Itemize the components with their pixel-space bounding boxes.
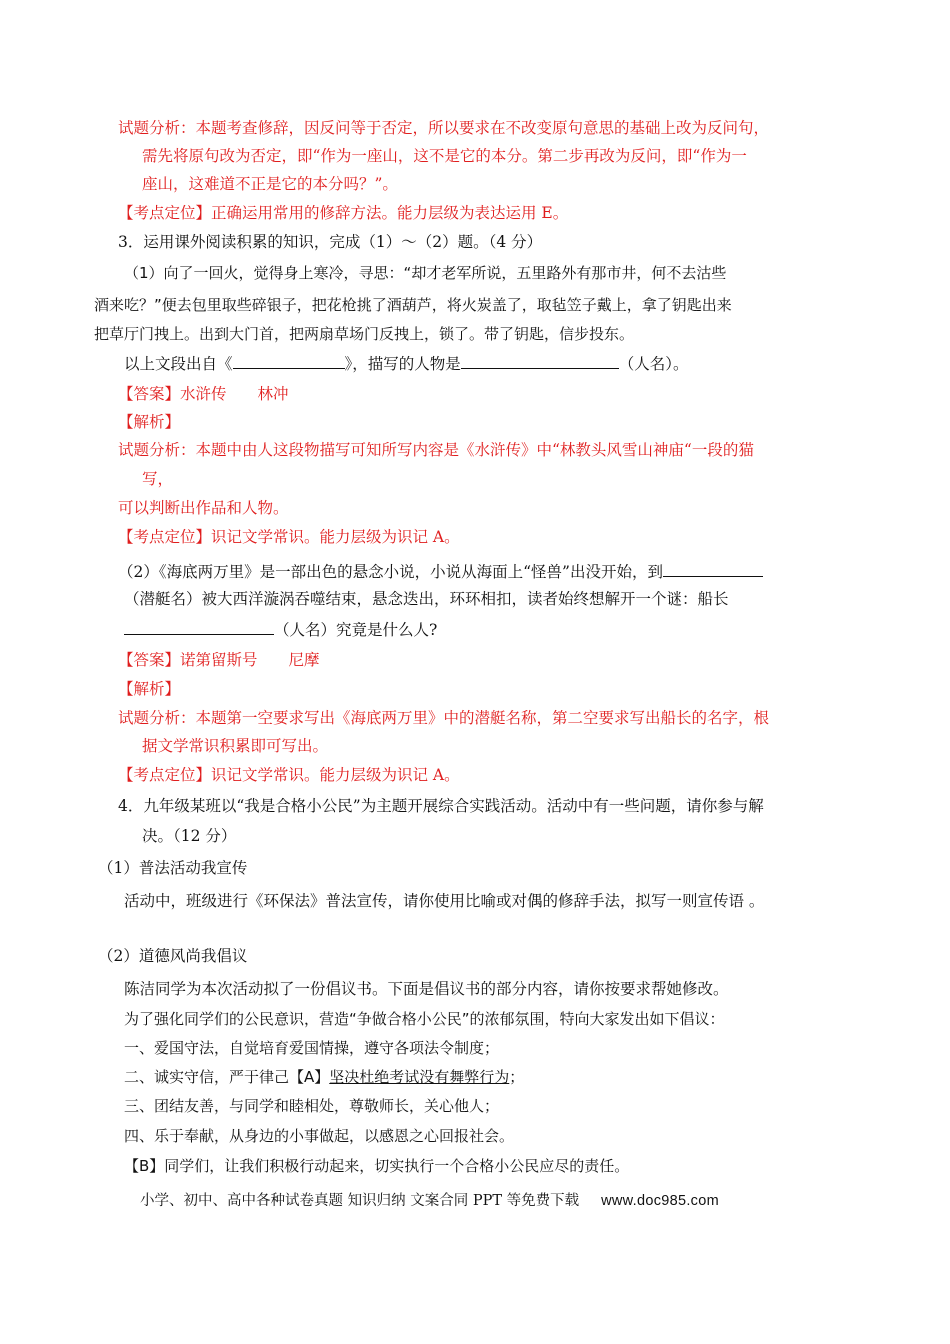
analysis-line: 试题分析：本题考查修辞，因反问等于否定，所以要求在不改变原句意思的基础上改为反问句， [118,119,770,137]
sub-text: （2）《海底两万里》是一部出色的悬念小说，小说从海面上“怪兽”出没开始，到 [118,563,663,581]
question-sub [118,560,763,582]
kaodian-line: 【考点定位】识记文学常识。能力层级为识记 A。 [118,766,460,784]
question-stem: 3．运用课外阅读积累的知识，完成（1）～（2）题。（4 分） [118,233,543,251]
answer-line: 【答案】水浒传 林冲 [118,385,289,403]
letter-line: 【B】同学们，让我们积极行动起来，切实执行一个合格小公民应尽的责任。 [124,1157,630,1175]
question-sub [124,618,437,640]
analysis-line: 座山，这难道不正是它的本分吗？”。 [142,175,398,193]
jiexi-label: 【解析】 [118,680,181,698]
analysis-line: 需先将原句改为否定，即“作为一座山，这不是它的本分。第二步再改为反问，即“作为一 [142,147,747,165]
kaodian-line: 【考点定位】正确运用常用的修辞方法。能力层级为表达运用 E。 [118,204,569,222]
letter-text: ； [509,1068,525,1086]
letter-line: 为了强化同学们的公民意识，营造“争做合格小公民”的浓郁氛围，特向大家发出如下倡议： [124,1010,725,1028]
jiexi-label: 【解析】 [118,413,181,431]
fill-text: （人名）。 [618,355,689,373]
fill-text: 以上文段出自《 [124,355,233,373]
footer [140,1191,719,1211]
analysis-line: 试题分析：本题中由人这段物描写可知所写内容是《水浒传》中“林教头风雪山神庙“一段的猫 [118,441,754,459]
underlined-sentence-a: 坚决杜绝考试没有舞弊行为 [329,1068,510,1086]
letter-line: 三、团结友善，与同学和睦相处，尊敬师长，关心他人； [124,1097,500,1115]
passage-line: 把草厅门拽上。出到大门首，把两扇草场门反拽上，锁了。带了钥匙，信步投东。 [94,325,635,343]
letter-text: 二、诚实守信，严于律己【A】 [124,1068,330,1086]
letter-line: 四、乐于奉献，从身边的小事做起，以感恩之心回报社会。 [124,1127,515,1145]
sub-question-text: 陈洁同学为本次活动拟了一份倡议书。下面是倡议书的部分内容，请你按要求帮她修改。 [124,980,729,998]
question-sub: （潜艇名）被大西洋漩涡吞噬结束，悬念迭出，环环相扣，读者始终想解开一个谜：船长 [124,590,729,608]
passage-line: 酒来吃？”便去包里取些碎银子，把花枪挑了酒葫芦，将火炭盖了，取毡笠子戴上，拿了钥匙出来 [94,296,732,314]
sub-question-title: （2）道德风尚我倡议 [98,947,248,965]
letter-line [124,1067,524,1087]
sub-question-text: 活动中，班级进行《环保法》普法宣传，请你使用比喻或对偶的修辞手法，拟写一则宣传语 。 [124,892,765,910]
fill-in-line [124,352,689,374]
kaodian-line: 【考点定位】识记文学常识。能力层级为识记 A。 [118,528,460,546]
blank-person-name[interactable] [461,352,619,369]
sub-question-title: （1）普法活动我宣传 [98,859,248,877]
answer-line: 【答案】诺第留斯号 尼摩 [118,651,320,669]
question-stem: 4．九年级某班以“我是合格小公民”为主题开展综合实践活动。活动中有一些问题，请你参与解 [118,797,764,815]
blank-submarine-name[interactable] [663,560,763,577]
footer-site-link[interactable]: www.doc985.com [601,1193,719,1209]
passage-line: （1）向了一回火，觉得身上寒冷，寻思：“却才老军所说，五里路外有那市井，何不去沽些 [124,264,727,282]
fill-text: 》，描写的人物是 [344,355,461,373]
blank-captain-name[interactable] [124,618,274,635]
analysis-line: 可以判断出作品和人物。 [118,499,289,517]
analysis-line: 写， [142,470,174,488]
analysis-line: 试题分析：本题第一空要求写出《海底两万里》中的潜艇名称，第二空要求写出船长的名字，根 [118,709,770,727]
question-stem: 决。（12 分） [142,827,237,845]
analysis-line: 据文学常识积累即可写出。 [142,737,329,755]
sub-text: （人名）究竟是什么人? [274,621,438,639]
letter-line: 一、爱国守法，自觉培育爱国情操，遵守各项法令制度； [124,1039,500,1057]
footer-text: 小学、初中、高中各种试卷真题 知识归纳 文案合同 PPT 等免费下载 [140,1193,580,1209]
blank-book-name[interactable] [233,352,345,369]
